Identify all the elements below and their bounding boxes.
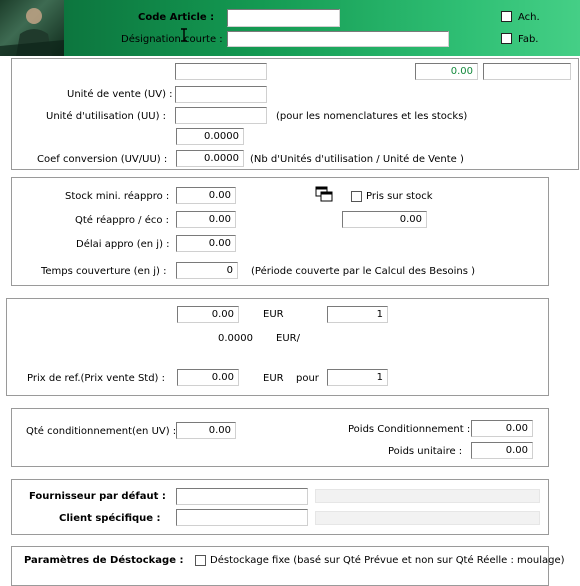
destock-fixe-label: Déstockage fixe (basé sur Qté Prévue et non sur Qté Réelle : moulage) — [210, 555, 565, 566]
coef-label: Coef conversion (UV/UU) : — [37, 154, 168, 165]
cursor-icon — [179, 28, 189, 42]
top-right-field[interactable] — [483, 63, 571, 80]
client-name-field — [315, 511, 540, 525]
temps-field[interactable]: 0 — [176, 262, 238, 279]
code-article-label: Code Article : — [138, 12, 215, 23]
top-value-field[interactable]: 0.00 — [415, 63, 478, 80]
ach-label: Ach. — [518, 12, 540, 23]
qte-cond-label: Qté conditionnement(en UV) : — [26, 426, 177, 437]
ach-checkbox[interactable] — [501, 11, 512, 22]
coef-note: (Nb d'Unités d'utilisation / Unité de Vente ) — [250, 154, 464, 165]
stock-mini-field[interactable]: 0.00 — [176, 187, 236, 204]
prix-currency-label: EUR — [263, 309, 284, 320]
prix-ref-field[interactable]: 0.00 — [177, 369, 239, 386]
temps-label: Temps couverture (en j) : — [41, 266, 167, 277]
designation-label: Désignation courte : — [121, 34, 223, 45]
ratio-field[interactable]: 0.0000 — [176, 128, 244, 145]
uu-note: (pour les nomenclatures et les stocks) — [276, 111, 468, 122]
delai-field[interactable]: 0.00 — [176, 235, 236, 252]
prix-ref-label: Prix de ref.(Prix vente Std) : — [27, 373, 166, 384]
pris-sur-stock-label: Pris sur stock — [366, 191, 433, 202]
prix-unit-currency: EUR/ — [276, 333, 300, 344]
prix-value-field[interactable]: 0.00 — [177, 306, 239, 323]
prix-ref-currency: EUR — [263, 373, 284, 384]
temps-note: (Période couverte par le Calcul des Besoins ) — [251, 266, 475, 277]
designation-input[interactable] — [227, 31, 449, 47]
pour-label: pour — [296, 373, 319, 384]
prix-unit-value: 0.0000 — [218, 333, 253, 344]
fab-checkbox[interactable] — [501, 33, 512, 44]
qte-eco-field[interactable]: 0.00 — [342, 211, 427, 228]
poids-unit-field[interactable]: 0.00 — [471, 442, 533, 459]
fournisseur-input[interactable] — [176, 488, 308, 505]
uv-input[interactable] — [175, 86, 267, 103]
fournisseur-label: Fournisseur par défaut : — [29, 491, 166, 502]
qte-reappro-label: Qté réappro / éco : — [75, 215, 170, 226]
destock-params-label: Paramètres de Déstockage : — [24, 555, 184, 566]
client-label: Client spécifique : — [59, 513, 161, 524]
qte-reappro-field[interactable]: 0.00 — [176, 211, 236, 228]
destock-fixe-checkbox[interactable] — [195, 555, 206, 566]
client-input[interactable] — [176, 509, 308, 526]
unit-top-input[interactable] — [175, 63, 267, 80]
uv-label: Unité de vente (UV) : — [67, 89, 173, 100]
prix-ref-qty-field[interactable]: 1 — [327, 369, 388, 386]
fab-label: Fab. — [518, 34, 539, 45]
uu-input[interactable] — [175, 107, 267, 124]
coef-field[interactable]: 0.0000 — [176, 150, 244, 167]
qte-cond-field[interactable]: 0.00 — [176, 422, 236, 439]
header-photo-image — [0, 0, 64, 56]
fournisseur-name-field — [315, 489, 540, 503]
code-article-input[interactable] — [227, 9, 340, 27]
delai-label: Délai appro (en j) : — [76, 239, 170, 250]
poids-unit-label: Poids unitaire : — [388, 446, 463, 457]
poids-cond-field[interactable]: 0.00 — [471, 420, 533, 437]
poids-cond-label: Poids Conditionnement : — [348, 424, 471, 435]
uu-label: Unité d'utilisation (UU) : — [46, 111, 167, 122]
windows-icon[interactable] — [315, 186, 333, 202]
prix-qty-field[interactable]: 1 — [327, 306, 388, 323]
stock-mini-label: Stock mini. réappro : — [65, 191, 170, 202]
header-photo — [0, 0, 64, 56]
pris-sur-stock-checkbox[interactable] — [351, 191, 362, 202]
